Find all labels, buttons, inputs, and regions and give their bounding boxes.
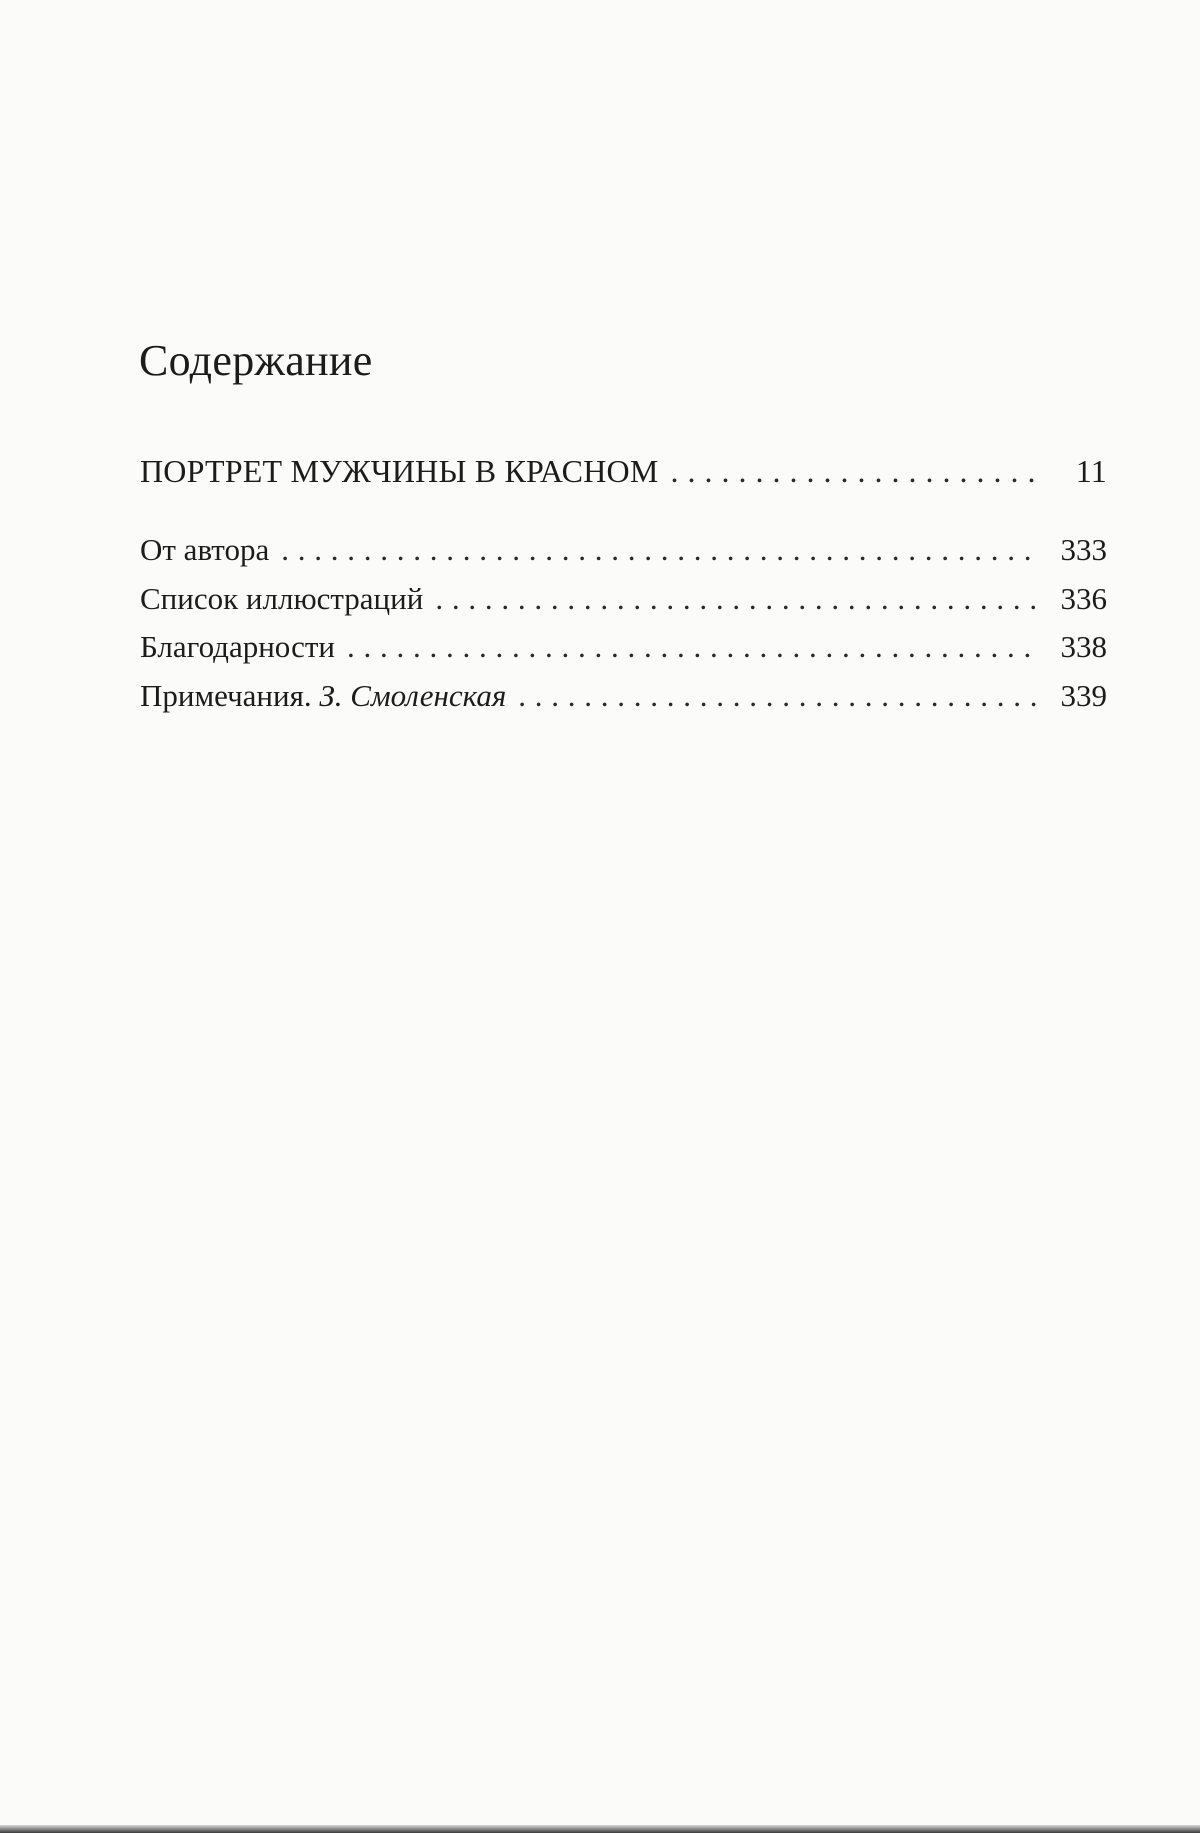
toc-entry [140, 678, 1107, 714]
toc-entry-page: 339 [1060, 678, 1107, 713]
toc-entry-label-wrap [140, 678, 506, 714]
dot-leader [435, 581, 1041, 617]
dot-leader [518, 678, 1041, 714]
dot-leader [347, 629, 1041, 665]
toc-entry [140, 532, 1107, 568]
toc-entry [140, 629, 1107, 665]
toc-entry [140, 581, 1107, 617]
toc-entry-label: Благодарности [140, 629, 335, 664]
dot-leader [281, 532, 1041, 568]
toc-entry-label: От автора [140, 532, 270, 567]
toc-entry-label: ПОРТРЕТ МУЖЧИНЫ В КРАСНОМ [140, 453, 659, 489]
toc-entry-page: 338 [1060, 629, 1107, 664]
toc-entry-label: Примечания. [140, 678, 320, 713]
dot-leader [670, 453, 1041, 490]
toc-entry-author: З. Смоленская [319, 678, 507, 713]
toc-entry-label: Список иллюстраций [140, 581, 424, 616]
toc-entry-main [140, 453, 1107, 490]
toc-entry-page: 336 [1060, 581, 1107, 616]
page-title: Содержание [139, 336, 373, 385]
page-bottom-edge [0, 1825, 1200, 1833]
toc-entry-page: 333 [1060, 532, 1107, 567]
toc-entry-page: 11 [1075, 453, 1107, 489]
